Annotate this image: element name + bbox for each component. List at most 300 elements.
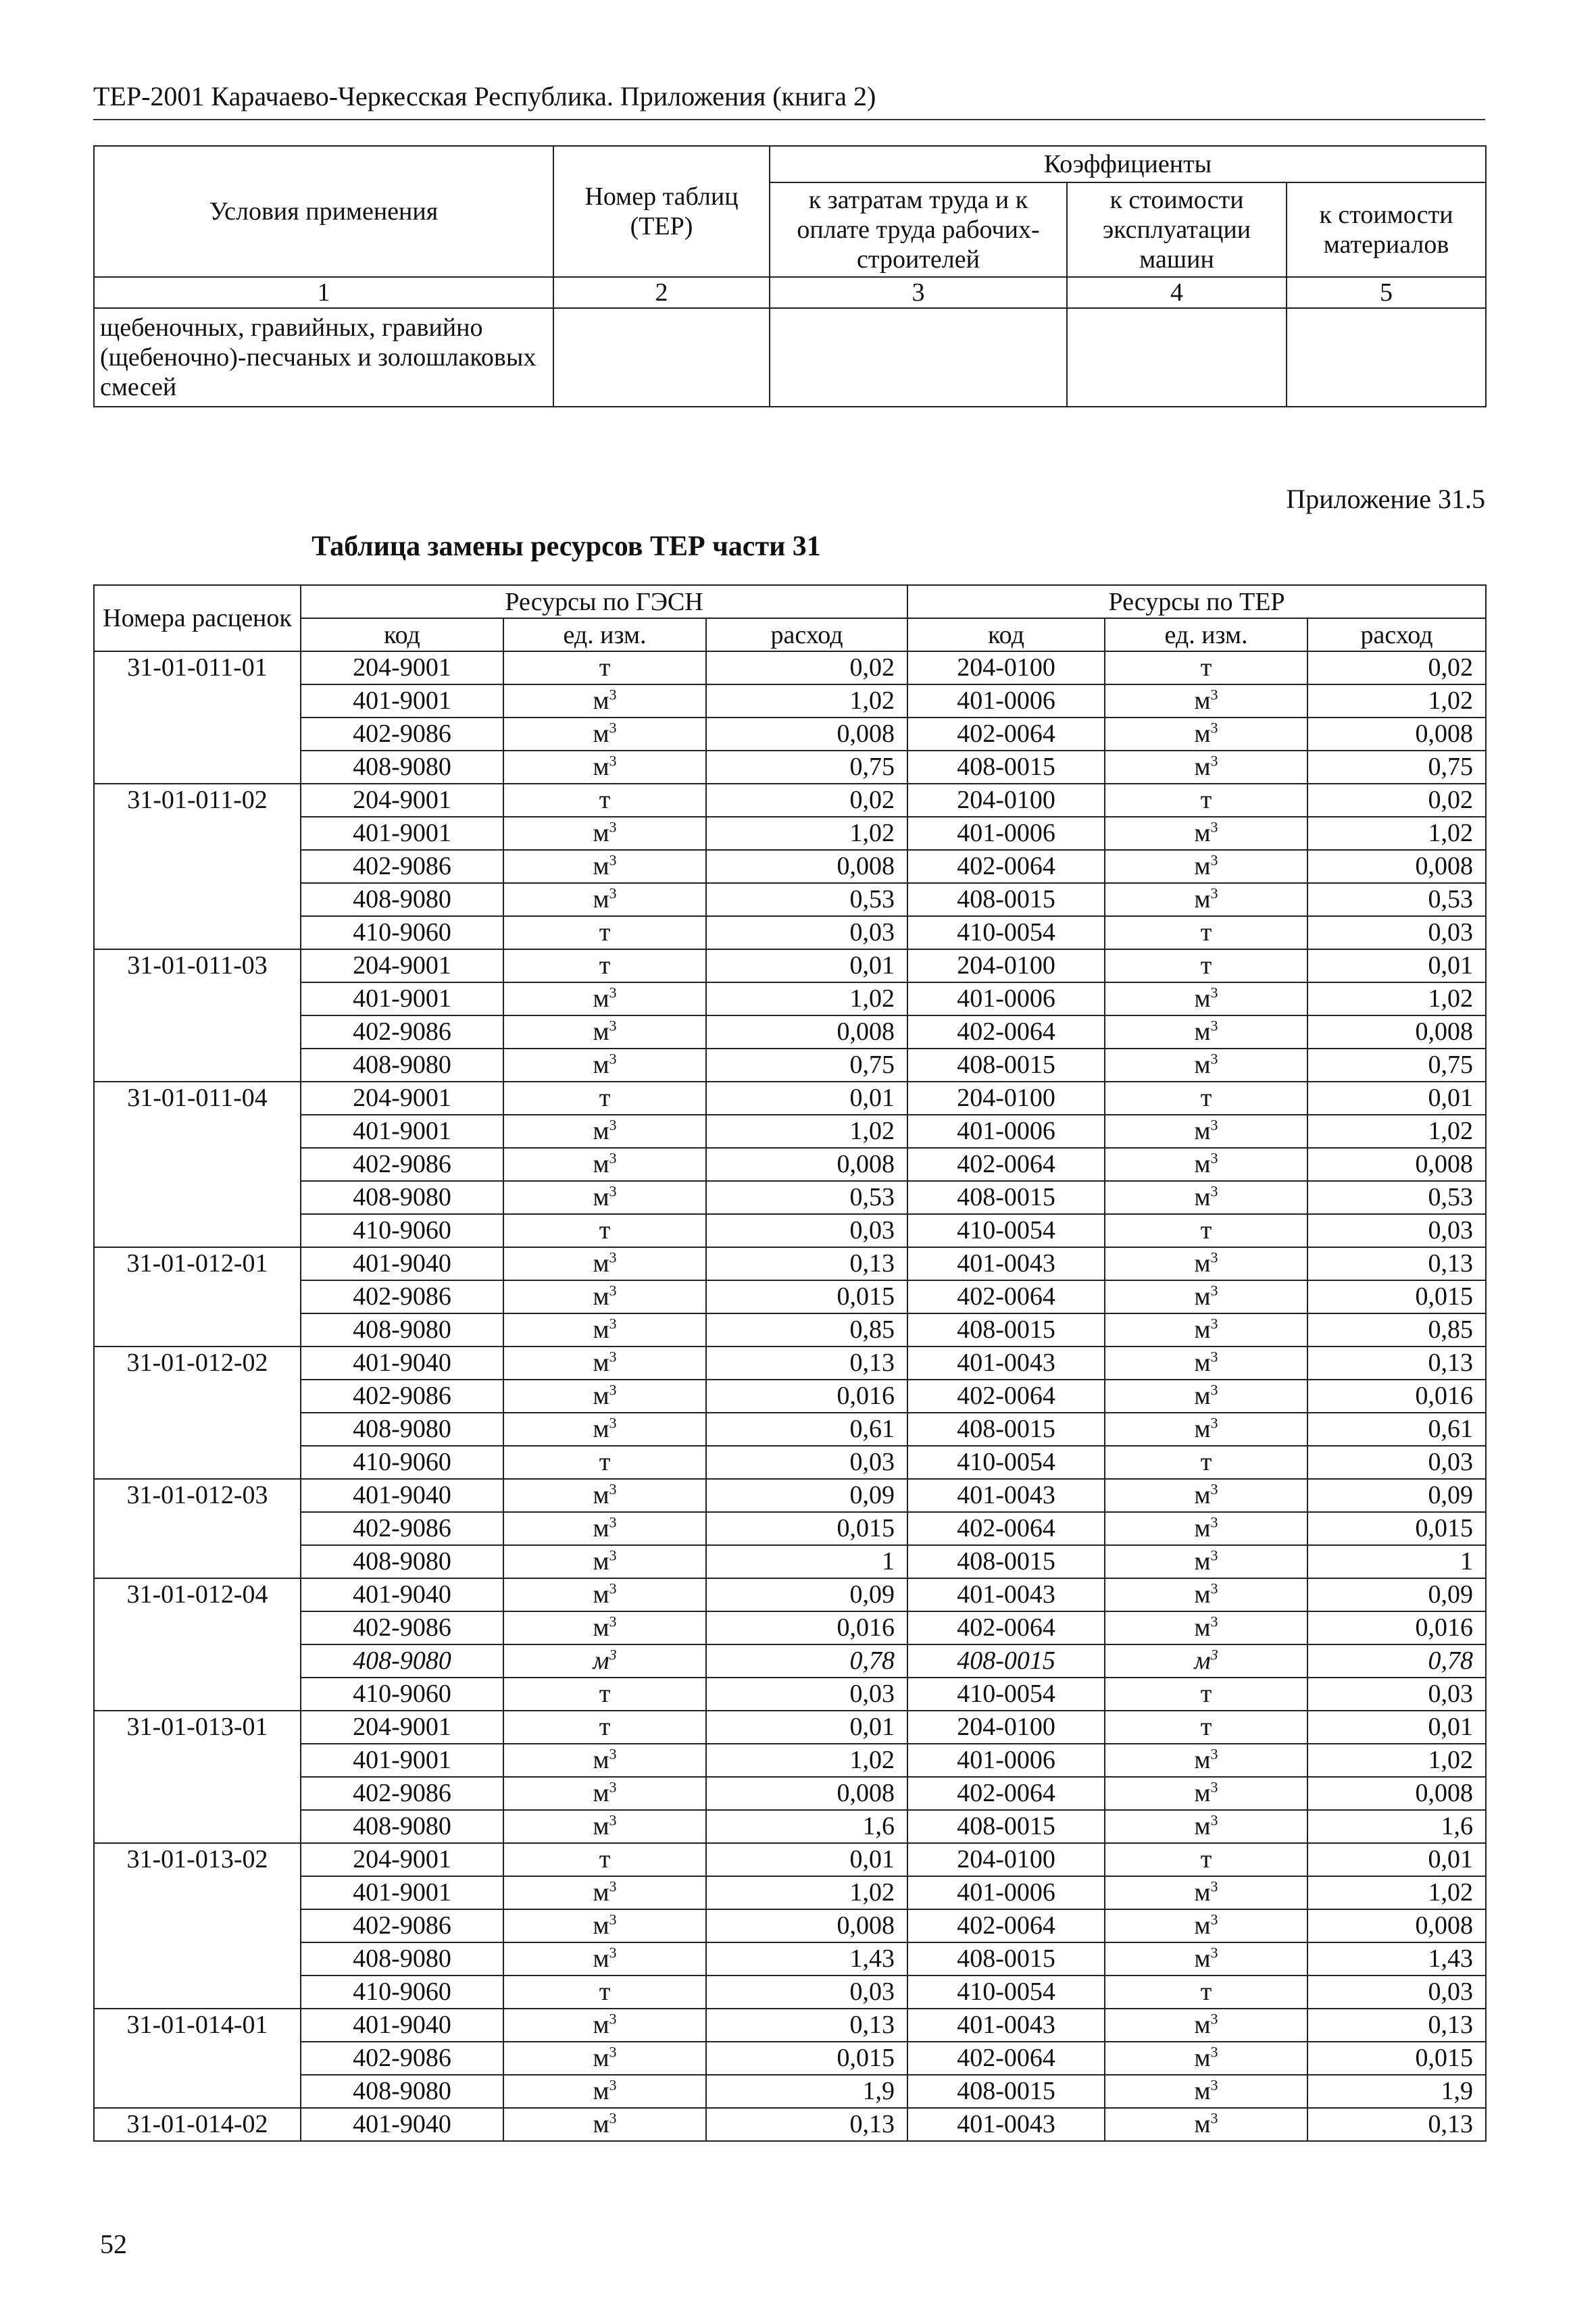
unit-superscript: 3	[1210, 719, 1218, 736]
ter-unit	[1105, 1479, 1307, 1512]
table-row	[94, 1810, 1486, 1843]
gesn-amount: 0,02	[706, 784, 907, 817]
ter-amount: 1,9	[1307, 2075, 1486, 2108]
ter-amount: 0,01	[1307, 1843, 1486, 1876]
gesn-amount: 1,02	[706, 1744, 907, 1777]
unit-text: м	[593, 1944, 609, 1973]
gesn-unit	[503, 1644, 706, 1678]
unit-text: м	[593, 1117, 609, 1145]
unit-superscript: 3	[1210, 1315, 1218, 1332]
unit-text: м	[1194, 1613, 1211, 1642]
gesn-code: 402-9086	[301, 1777, 503, 1810]
unit-text: м	[593, 1415, 609, 1443]
unit-text: м	[1194, 1481, 1211, 1509]
unit-text: т	[599, 653, 611, 682]
table-row	[94, 1115, 1486, 1148]
gesn-unit	[503, 1247, 706, 1280]
ter-unit	[1105, 1347, 1307, 1380]
gesn-unit	[503, 817, 706, 850]
gesn-unit	[503, 684, 706, 718]
gesn-amount: 1,02	[706, 982, 907, 1015]
unit-superscript: 3	[609, 1513, 617, 1531]
unit-text: м	[593, 686, 609, 715]
ter-unit	[1105, 1777, 1307, 1810]
ter-unit	[1105, 982, 1307, 1015]
gesn-amount: 0,008	[706, 1015, 907, 1049]
unit-superscript: 3	[1210, 1480, 1218, 1498]
gesn-amount: 0,015	[706, 1512, 907, 1545]
gesn-amount: 0,03	[706, 1678, 907, 1711]
gesn-unit	[503, 1181, 706, 1214]
unit-superscript: 3	[1210, 1249, 1218, 1266]
table-row	[94, 1678, 1486, 1711]
unit-text: м	[593, 753, 609, 781]
ter-code: 408-0015	[907, 1049, 1105, 1082]
unit-superscript: 3	[609, 1414, 617, 1432]
unit-text: м	[1194, 1382, 1211, 1410]
unit-superscript: 3	[1210, 1017, 1218, 1034]
table-row	[94, 1876, 1486, 1909]
gesn-amount: 0,85	[706, 1313, 907, 1347]
unit-superscript: 3	[1210, 1182, 1218, 1200]
resources-table	[93, 584, 1487, 2142]
unit-superscript: 3	[1210, 1811, 1218, 1829]
ter-unit-header: ед. изм.	[1105, 618, 1307, 651]
rate-number: 31-01-013-01	[94, 1711, 301, 1843]
gesn-code: 204-9001	[301, 784, 503, 817]
unit-superscript: 3	[609, 1182, 617, 1200]
gesn-code: 410-9060	[301, 1678, 503, 1711]
gesn-unit	[503, 1512, 706, 1545]
table-row	[94, 1347, 1486, 1380]
table-row	[94, 651, 1486, 684]
unit-text: т	[599, 1713, 611, 1741]
gesn-amount: 1	[706, 1545, 907, 1578]
empty-cell	[553, 308, 770, 407]
gesn-code: 204-9001	[301, 949, 503, 982]
unit-superscript: 3	[1210, 1414, 1218, 1432]
unit-text: м	[593, 1017, 609, 1046]
unit-superscript: 3	[1210, 1348, 1218, 1365]
unit-superscript: 3	[1210, 752, 1218, 770]
ter-amount: 0,015	[1307, 2042, 1486, 2075]
ter-amount: 0,78	[1307, 1644, 1486, 1678]
ter-unit	[1105, 718, 1307, 751]
ter-code: 401-0043	[907, 2108, 1105, 2141]
ter-unit	[1105, 1413, 1307, 1446]
table-row	[94, 2075, 1486, 2108]
unit-text: м	[593, 1349, 609, 1377]
unit-superscript: 3	[1210, 1878, 1218, 1895]
table-row	[94, 850, 1486, 883]
gesn-code: 204-9001	[301, 651, 503, 684]
ter-code: 401-0043	[907, 1247, 1105, 1280]
ter-unit	[1105, 1115, 1307, 1148]
unit-text: т	[1200, 1713, 1212, 1741]
ter-unit	[1105, 1678, 1307, 1711]
gesn-amount: 1,02	[706, 817, 907, 850]
gesn-code: 402-9086	[301, 1015, 503, 1049]
unit-text: т	[599, 918, 611, 947]
gesn-amount: 1,9	[706, 2075, 907, 2108]
gesn-amount: 1,02	[706, 1876, 907, 1909]
ter-code: 204-0100	[907, 1711, 1105, 1744]
gesn-code: 401-9040	[301, 2009, 503, 2042]
unit-text: м	[593, 720, 609, 748]
ter-unit	[1105, 916, 1307, 949]
unit-superscript: 3	[609, 1050, 617, 1067]
unit-superscript: 3	[1210, 1381, 1218, 1399]
unit-text: м	[1194, 1944, 1211, 1973]
table-row	[94, 1611, 1486, 1644]
gesn-code: 408-9080	[301, 1313, 503, 1347]
ter-amount: 0,02	[1307, 784, 1486, 817]
ter-code: 408-0015	[907, 1413, 1105, 1446]
gesn-unit	[503, 1148, 706, 1181]
ter-amount: 1,02	[1307, 982, 1486, 1015]
ter-amount: 0,008	[1307, 850, 1486, 883]
unit-text: м	[1194, 1017, 1211, 1046]
unit-superscript: 3	[609, 1745, 617, 1763]
table-row	[94, 1512, 1486, 1545]
unit-text: т	[1200, 1448, 1212, 1476]
unit-superscript: 3	[609, 1116, 617, 1134]
gesn-amount: 1,02	[706, 1115, 907, 1148]
gesn-code: 408-9080	[301, 1181, 503, 1214]
unit-text: м	[593, 1282, 609, 1311]
ter-code: 402-0064	[907, 1380, 1105, 1413]
ter-unit	[1105, 1247, 1307, 1280]
gesn-unit	[503, 1413, 706, 1446]
gesn-code: 401-9001	[301, 684, 503, 718]
header-divider	[93, 119, 1485, 120]
gesn-unit	[503, 1115, 706, 1148]
col-number: 1	[94, 277, 553, 308]
ter-amount: 1,02	[1307, 1876, 1486, 1909]
gesn-code: 402-9086	[301, 718, 503, 751]
unit-superscript: 3	[1210, 818, 1218, 836]
gesn-unit	[503, 1015, 706, 1049]
unit-superscript: 3	[1210, 1580, 1218, 1597]
ter-unit	[1105, 1810, 1307, 1843]
ter-amount: 0,008	[1307, 718, 1486, 751]
ter-code: 401-0006	[907, 684, 1105, 718]
ter-amount: 0,75	[1307, 751, 1486, 784]
gesn-unit	[503, 1545, 706, 1578]
unit-superscript: 3	[1210, 2010, 1218, 2028]
unit-superscript: 3	[1210, 1546, 1218, 1564]
unit-superscript: 3	[1210, 984, 1218, 1001]
gesn-amount: 0,008	[706, 850, 907, 883]
unit-superscript: 3	[609, 1315, 617, 1332]
unit-superscript: 3	[609, 884, 617, 902]
unit-superscript: 3	[1210, 1149, 1218, 1167]
gesn-amount: 0,03	[706, 1976, 907, 2009]
ter-amount: 0,03	[1307, 1678, 1486, 1711]
unit-text: м	[593, 1746, 609, 1774]
ter-unit	[1105, 1644, 1307, 1678]
ter-code: 408-0015	[907, 883, 1105, 916]
unit-text: т	[599, 951, 611, 980]
ter-code: 408-0015	[907, 1942, 1105, 1976]
empty-cell	[770, 308, 1067, 407]
gesn-unit	[503, 784, 706, 817]
ter-amount: 0,015	[1307, 1512, 1486, 1545]
ter-unit	[1105, 883, 1307, 916]
ter-unit	[1105, 1843, 1307, 1876]
ter-code: 410-0054	[907, 1446, 1105, 1479]
ter-code: 408-0015	[907, 1313, 1105, 1347]
table-row	[94, 1313, 1486, 1347]
gesn-amount: 0,75	[706, 1049, 907, 1082]
ter-unit	[1105, 2075, 1307, 2108]
rate-number: 31-01-014-02	[94, 2108, 301, 2141]
unit-text: м	[1194, 1117, 1211, 1145]
unit-text: т	[1200, 951, 1212, 980]
gesn-code: 408-9080	[301, 2075, 503, 2108]
unit-text: м	[593, 1812, 609, 1840]
unit-text: т	[599, 1084, 611, 1112]
ter-amount: 0,03	[1307, 1976, 1486, 2009]
unit-superscript: 3	[1210, 1050, 1218, 1067]
ter-unit	[1105, 1214, 1307, 1247]
gesn-code: 401-9040	[301, 1479, 503, 1512]
unit-superscript: 3	[609, 1911, 617, 1928]
unit-text: т	[599, 1845, 611, 1873]
gesn-amount: 0,09	[706, 1479, 907, 1512]
unit-text: м	[1194, 2077, 1211, 2105]
ter-code: 401-0043	[907, 1347, 1105, 1380]
ter-code: 401-0006	[907, 982, 1105, 1015]
table-row	[94, 684, 1486, 718]
col-coefficients-header: Коэффициенты	[770, 146, 1486, 182]
unit-superscript: 3	[1210, 1513, 1218, 1531]
gesn-amount: 0,13	[706, 1247, 907, 1280]
gesn-unit	[503, 1777, 706, 1810]
unit-text: м	[1194, 1349, 1211, 1377]
ter-amount: 0,016	[1307, 1380, 1486, 1413]
table-row	[94, 1479, 1486, 1512]
ter-code: 401-0006	[907, 817, 1105, 850]
gesn-amount: 1,6	[706, 1810, 907, 1843]
unit-text: т	[1200, 1845, 1212, 1873]
ter-code: 204-0100	[907, 1082, 1105, 1115]
ter-unit	[1105, 1015, 1307, 1049]
unit-text: м	[593, 1514, 609, 1542]
gesn-code: 401-9040	[301, 1247, 503, 1280]
ter-amount: 0,016	[1307, 1611, 1486, 1644]
ter-amount: 0,53	[1307, 1181, 1486, 1214]
unit-text: м	[1194, 1812, 1211, 1840]
col-machines-header: к стоимости эксплуатации машин	[1067, 182, 1287, 277]
group-gesn-header: Ресурсы по ГЭСН	[301, 585, 907, 618]
ter-amount: 0,13	[1307, 2009, 1486, 2042]
ter-code: 402-0064	[907, 2042, 1105, 2075]
table-row	[94, 982, 1486, 1015]
ter-amount: 1,02	[1307, 817, 1486, 850]
unit-text: м	[1194, 1051, 1211, 1079]
gesn-unit-header: ед. изм.	[503, 618, 706, 651]
table-row	[94, 2108, 1486, 2141]
unit-superscript: 3	[609, 1480, 617, 1498]
rate-number: 31-01-011-03	[94, 949, 301, 1082]
unit-text: т	[1200, 1216, 1212, 1244]
gesn-code: 408-9080	[301, 1545, 503, 1578]
gesn-amount: 0,015	[706, 1280, 907, 1313]
gesn-code: 408-9080	[301, 751, 503, 784]
ter-unit	[1105, 1313, 1307, 1347]
table-row	[94, 2042, 1486, 2075]
ter-amount: 0,61	[1307, 1413, 1486, 1446]
ter-amount: 0,09	[1307, 1578, 1486, 1611]
table-row	[94, 1015, 1486, 1049]
gesn-amount: 0,09	[706, 1578, 907, 1611]
unit-text: м	[593, 2110, 609, 2138]
unit-superscript: 3	[609, 818, 617, 836]
ter-amount-header: расход	[1307, 618, 1486, 651]
page-number: 52	[100, 2229, 127, 2259]
ter-unit	[1105, 1049, 1307, 1082]
unit-text: м	[593, 2044, 609, 2072]
col-number: 3	[770, 277, 1067, 308]
rate-number: 31-01-012-03	[94, 1479, 301, 1578]
gesn-unit	[503, 1380, 706, 1413]
ter-unit	[1105, 1545, 1307, 1578]
ter-amount: 0,01	[1307, 1082, 1486, 1115]
ter-unit	[1105, 949, 1307, 982]
gesn-code: 401-9001	[301, 982, 503, 1015]
unit-superscript: 3	[609, 1944, 617, 1961]
gesn-code: 402-9086	[301, 2042, 503, 2075]
ter-amount: 0,13	[1307, 1347, 1486, 1380]
ter-code: 204-0100	[907, 651, 1105, 684]
unit-text: т	[1200, 1084, 1212, 1112]
ter-amount: 0,03	[1307, 1214, 1486, 1247]
unit-superscript: 3	[609, 1811, 617, 1829]
ter-unit	[1105, 1909, 1307, 1942]
ter-amount: 0,53	[1307, 883, 1486, 916]
col-rates-header: Номера расценок	[94, 585, 301, 651]
ter-unit	[1105, 1976, 1307, 2009]
unit-superscript: 3	[609, 719, 617, 736]
conditions-table	[93, 145, 1487, 407]
gesn-code: 410-9060	[301, 1214, 503, 1247]
unit-text: м	[593, 852, 609, 880]
gesn-code: 410-9060	[301, 1976, 503, 2009]
unit-superscript: 3	[609, 1149, 617, 1167]
ter-amount: 1,02	[1307, 684, 1486, 718]
unit-text: м	[593, 2077, 609, 2105]
ter-amount: 0,85	[1307, 1313, 1486, 1347]
ter-unit	[1105, 1148, 1307, 1181]
unit-text: м	[1194, 2044, 1211, 2072]
ter-code: 402-0064	[907, 718, 1105, 751]
table-row	[94, 1777, 1486, 1810]
ter-amount: 0,03	[1307, 1446, 1486, 1479]
unit-text: м	[1194, 1878, 1211, 1907]
unit-text: м	[593, 984, 609, 1013]
unit-text: м	[1194, 1315, 1211, 1344]
gesn-amount: 0,02	[706, 651, 907, 684]
ter-unit	[1105, 751, 1307, 784]
ter-code: 401-0043	[907, 1578, 1105, 1611]
table-row	[94, 1214, 1486, 1247]
col-number: 5	[1287, 277, 1486, 308]
gesn-code: 408-9080	[301, 1942, 503, 1976]
gesn-amount: 0,016	[706, 1611, 907, 1644]
ter-amount: 0,008	[1307, 1909, 1486, 1942]
ter-unit	[1105, 2042, 1307, 2075]
gesn-code: 401-9001	[301, 1744, 503, 1777]
gesn-code: 408-9080	[301, 1644, 503, 1678]
table-row	[94, 1380, 1486, 1413]
gesn-unit	[503, 883, 706, 916]
unit-text: м	[593, 1315, 609, 1344]
ter-code: 401-0006	[907, 1115, 1105, 1148]
unit-text: м	[1194, 686, 1211, 715]
unit-text: т	[1200, 653, 1212, 682]
ter-unit	[1105, 684, 1307, 718]
rate-number: 31-01-014-01	[94, 2009, 301, 2108]
gesn-unit	[503, 1313, 706, 1347]
gesn-amount: 0,01	[706, 1843, 907, 1876]
ter-unit	[1105, 1380, 1307, 1413]
unit-text: м	[1194, 1415, 1211, 1443]
table-row	[94, 1578, 1486, 1611]
unit-text: м	[593, 1613, 609, 1642]
unit-text: м	[1194, 984, 1211, 1013]
unit-text: м	[593, 1183, 609, 1211]
ter-code: 402-0064	[907, 1512, 1105, 1545]
ter-code: 402-0064	[907, 850, 1105, 883]
table-row	[94, 1280, 1486, 1313]
table-row	[94, 1942, 1486, 1976]
unit-text: м	[593, 1150, 609, 1178]
gesn-code: 401-9001	[301, 1115, 503, 1148]
ter-amount: 0,008	[1307, 1777, 1486, 1810]
table-row	[94, 2009, 1486, 2042]
unit-superscript: 3	[1210, 884, 1218, 902]
unit-text: м	[1194, 852, 1211, 880]
unit-superscript: 3	[609, 984, 617, 1001]
gesn-amount: 0,13	[706, 2009, 907, 2042]
gesn-code: 401-9040	[301, 1347, 503, 1380]
unit-text: т	[599, 1978, 611, 2006]
gesn-amount: 0,53	[706, 1181, 907, 1214]
gesn-amount: 0,61	[706, 1413, 907, 1446]
gesn-code: 402-9086	[301, 1909, 503, 1942]
unit-text: м	[593, 1580, 609, 1609]
unit-superscript: 3	[1210, 1646, 1218, 1663]
unit-superscript: 3	[609, 1613, 617, 1630]
gesn-unit	[503, 1578, 706, 1611]
ter-code: 204-0100	[907, 949, 1105, 982]
unit-text: м	[1194, 2110, 1211, 2138]
gesn-unit	[503, 2042, 706, 2075]
ter-unit	[1105, 784, 1307, 817]
unit-text: м	[1194, 2011, 1211, 2039]
unit-text: м	[1194, 819, 1211, 847]
table-row	[94, 1082, 1486, 1115]
unit-superscript: 3	[609, 1580, 617, 1597]
ter-code: 408-0015	[907, 1644, 1105, 1678]
col-number: 2	[553, 277, 770, 308]
gesn-code: 410-9060	[301, 1446, 503, 1479]
gesn-amount: 0,008	[706, 1777, 907, 1810]
gesn-amount: 0,01	[706, 949, 907, 982]
rate-number: 31-01-012-04	[94, 1578, 301, 1711]
unit-superscript: 3	[609, 686, 617, 703]
